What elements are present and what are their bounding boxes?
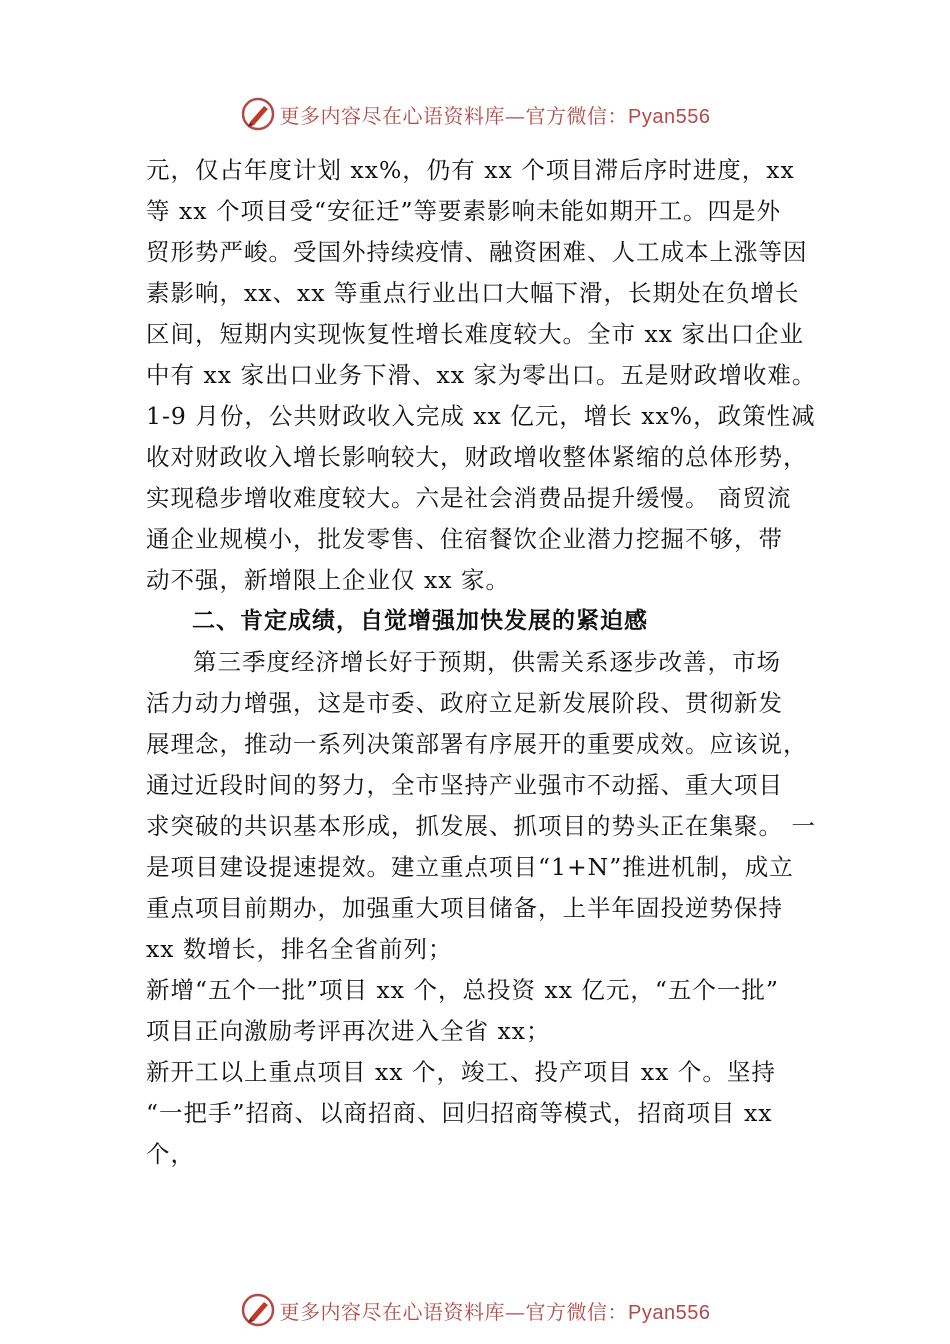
paragraph-challenges: 元，仅占年度计划 xx%，仍有 xx 个项目滞后序时进度，xx 等 xx 个项目受“安征迁”等要素影响未能如期开工。四是外 贸形势严峻。受国外持续疫情、融资困难、人工成本上涨等因 素影响，xx、xx 等重点行业出口大幅下滑，长期处在负增长 区间，短期内实现恢复性增长难度较大。全市 xx 家出口企业 中有 xx 家出口业务下滑、xx 家为零出口。五是财政增收难。 1-9 月份，公共财政收入完成 xx 亿元，增长 xx%，政策性减 收对财政收入增长影响较大，财政增收整体紧缩的总体形势， 实现稳步增收难度较大。六是社会消费品提升缓慢。 商贸流 通企业规模小，批发零售、住宿餐饮企业潜力挖掘不够，带 动不强，新增限上企业仅 xx 家。 xyxy=(146,156,817,594)
paragraph-five-batches: 新增“五个一批”项目 xx 个，总投资 xx 亿元，“五个一批” 项目正向激励考评再次进入全省 xx； xyxy=(146,976,779,1045)
pen-logo-icon xyxy=(240,1292,276,1328)
wechat-id: Pyan556 xyxy=(628,1301,711,1324)
wechat-id: Pyan556 xyxy=(628,105,711,128)
paragraph-achievements: 第三季度经济增长好于预期，供需关系逐步改善，市场 活力动力增强，这是市委、政府立足新发展阶段、贯彻新发 展理念，推动一系列决策部署有序展开的重要成效。应该说， 通过近段时间的努力，全市坚持产业强市不动摇、重大项目 求突破的共识基本形成，抓发展、抓项目的势头正在集聚。 一 是项目建设提速提效。建立重点项目“1+N”推进机制，成立 重点项目前期办，加强重大项目储备，上半年固投逆势保持 xx 数增长，排名全省前列； xyxy=(146,648,816,963)
header-banner xyxy=(0,94,950,134)
paragraph-new-projects: 新开工以上重点项目 xx 个，竣工、投产项目 xx 个。坚持 “一把手”招商、以商招商、回归招商等模式，招商项目 xx 个， xyxy=(146,1058,776,1168)
section-heading: 二、肯定成绩，自觉增强加快发展的紧迫感 xyxy=(192,608,648,634)
document-body xyxy=(146,150,818,1175)
banner-text: 更多内容尽在心语资料库—官方微信：Pyan556 xyxy=(279,103,711,128)
pen-logo-icon xyxy=(240,96,276,132)
banner-text: 更多内容尽在心语资料库—官方微信：Pyan556 xyxy=(279,1299,711,1324)
footer-banner xyxy=(0,1290,950,1330)
